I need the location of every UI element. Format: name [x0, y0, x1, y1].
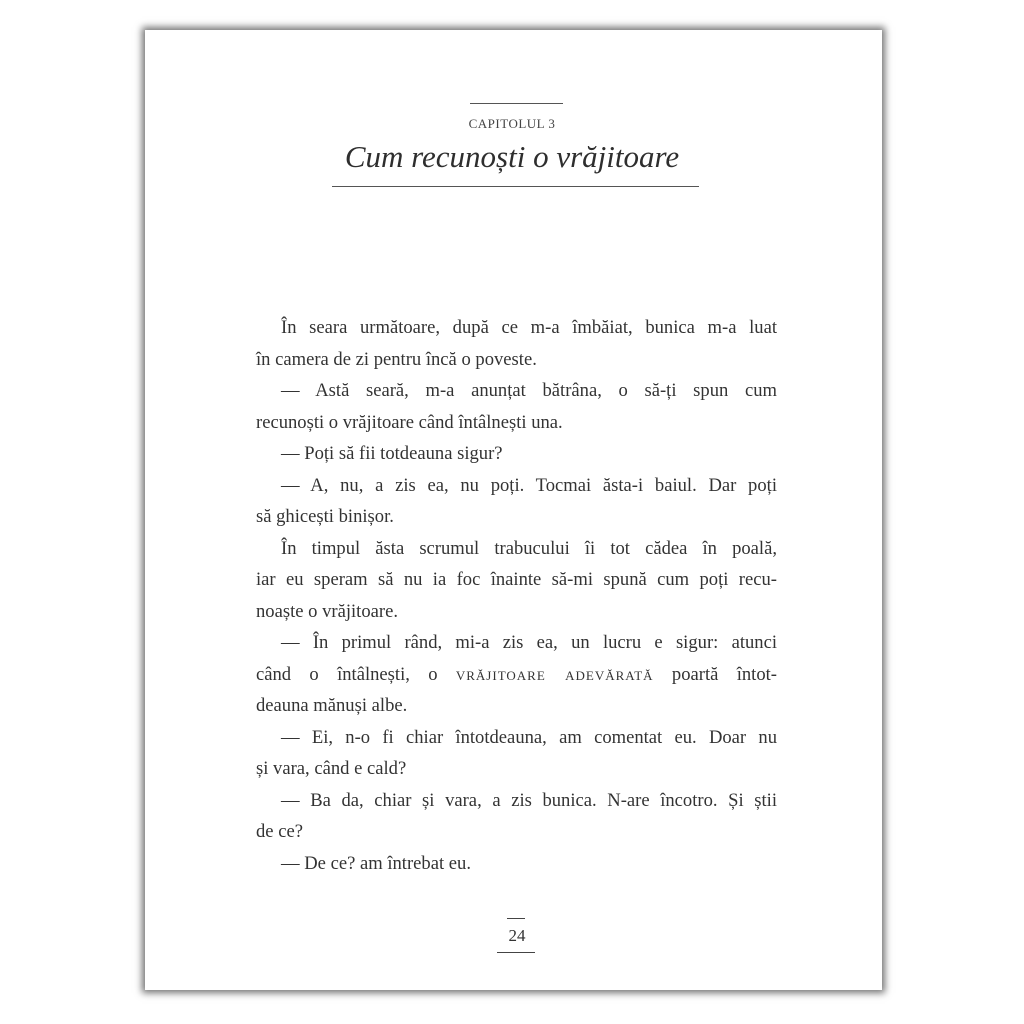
- page-number-top-rule: [507, 918, 525, 919]
- text-line: de ce?: [256, 821, 303, 842]
- text-line: deauna mănuși albe.: [256, 695, 408, 716]
- text-line-with-smallcaps: [256, 659, 777, 691]
- text-line: În timpul ăsta scrumul trabucului îi tot cădea în poală,: [281, 537, 777, 559]
- text-line: iar eu speram să nu ia foc înainte să-mi spună cum poți recu-: [256, 569, 777, 590]
- text-line: în camera de zi pentru încă o poveste.: [256, 348, 537, 370]
- text-line: — Ba da, chiar și vara, a zis bunica. N-are încotro. Și știi: [281, 789, 777, 811]
- text-line: În seara următoare, după ce m-a îmbăiat, bunica m-a luat: [281, 317, 777, 338]
- text-segment: când o întâlnești, o: [256, 663, 456, 685]
- text-line: și vara, când e cald?: [256, 758, 407, 779]
- chapter-title-rule: [332, 186, 699, 187]
- text-line: recunoști o vrăjitoare când întâlnești una.: [256, 411, 563, 433]
- text-line: noaște o vrăjitoare.: [256, 600, 398, 622]
- chapter-top-rule: [470, 103, 563, 104]
- chapter-body: [256, 312, 777, 879]
- chapter-number: CAPITOLUL 3: [468, 116, 556, 131]
- chapter-title: Cum recunoști o vrăjitoare: [344, 139, 680, 174]
- text-line: — Poți să fii totdeauna sigur?: [281, 443, 503, 464]
- page-number-bottom-rule: [497, 952, 535, 953]
- text-line: — Astă seară, m-a anunțat bătrâna, o să-ți spun cum: [281, 380, 777, 401]
- text-line: — În primul rând, mi-a zis ea, un lucru e sigur: atunci: [281, 632, 777, 653]
- text-line: — Ei, n-o fi chiar întotdeauna, am comentat eu. Doar nu: [281, 726, 777, 748]
- text-line: — A, nu, a zis ea, nu poți. Tocmai ăsta-i baiul. Dar poți: [281, 474, 777, 496]
- text-line: — De ce? am întrebat eu.: [281, 852, 471, 874]
- page-number: 24: [508, 926, 526, 945]
- smallcaps-phrase: vrăjitoare adevărată: [455, 663, 654, 685]
- text-segment: poartă întot-: [653, 663, 777, 685]
- text-line: să ghicești binișor.: [256, 506, 394, 527]
